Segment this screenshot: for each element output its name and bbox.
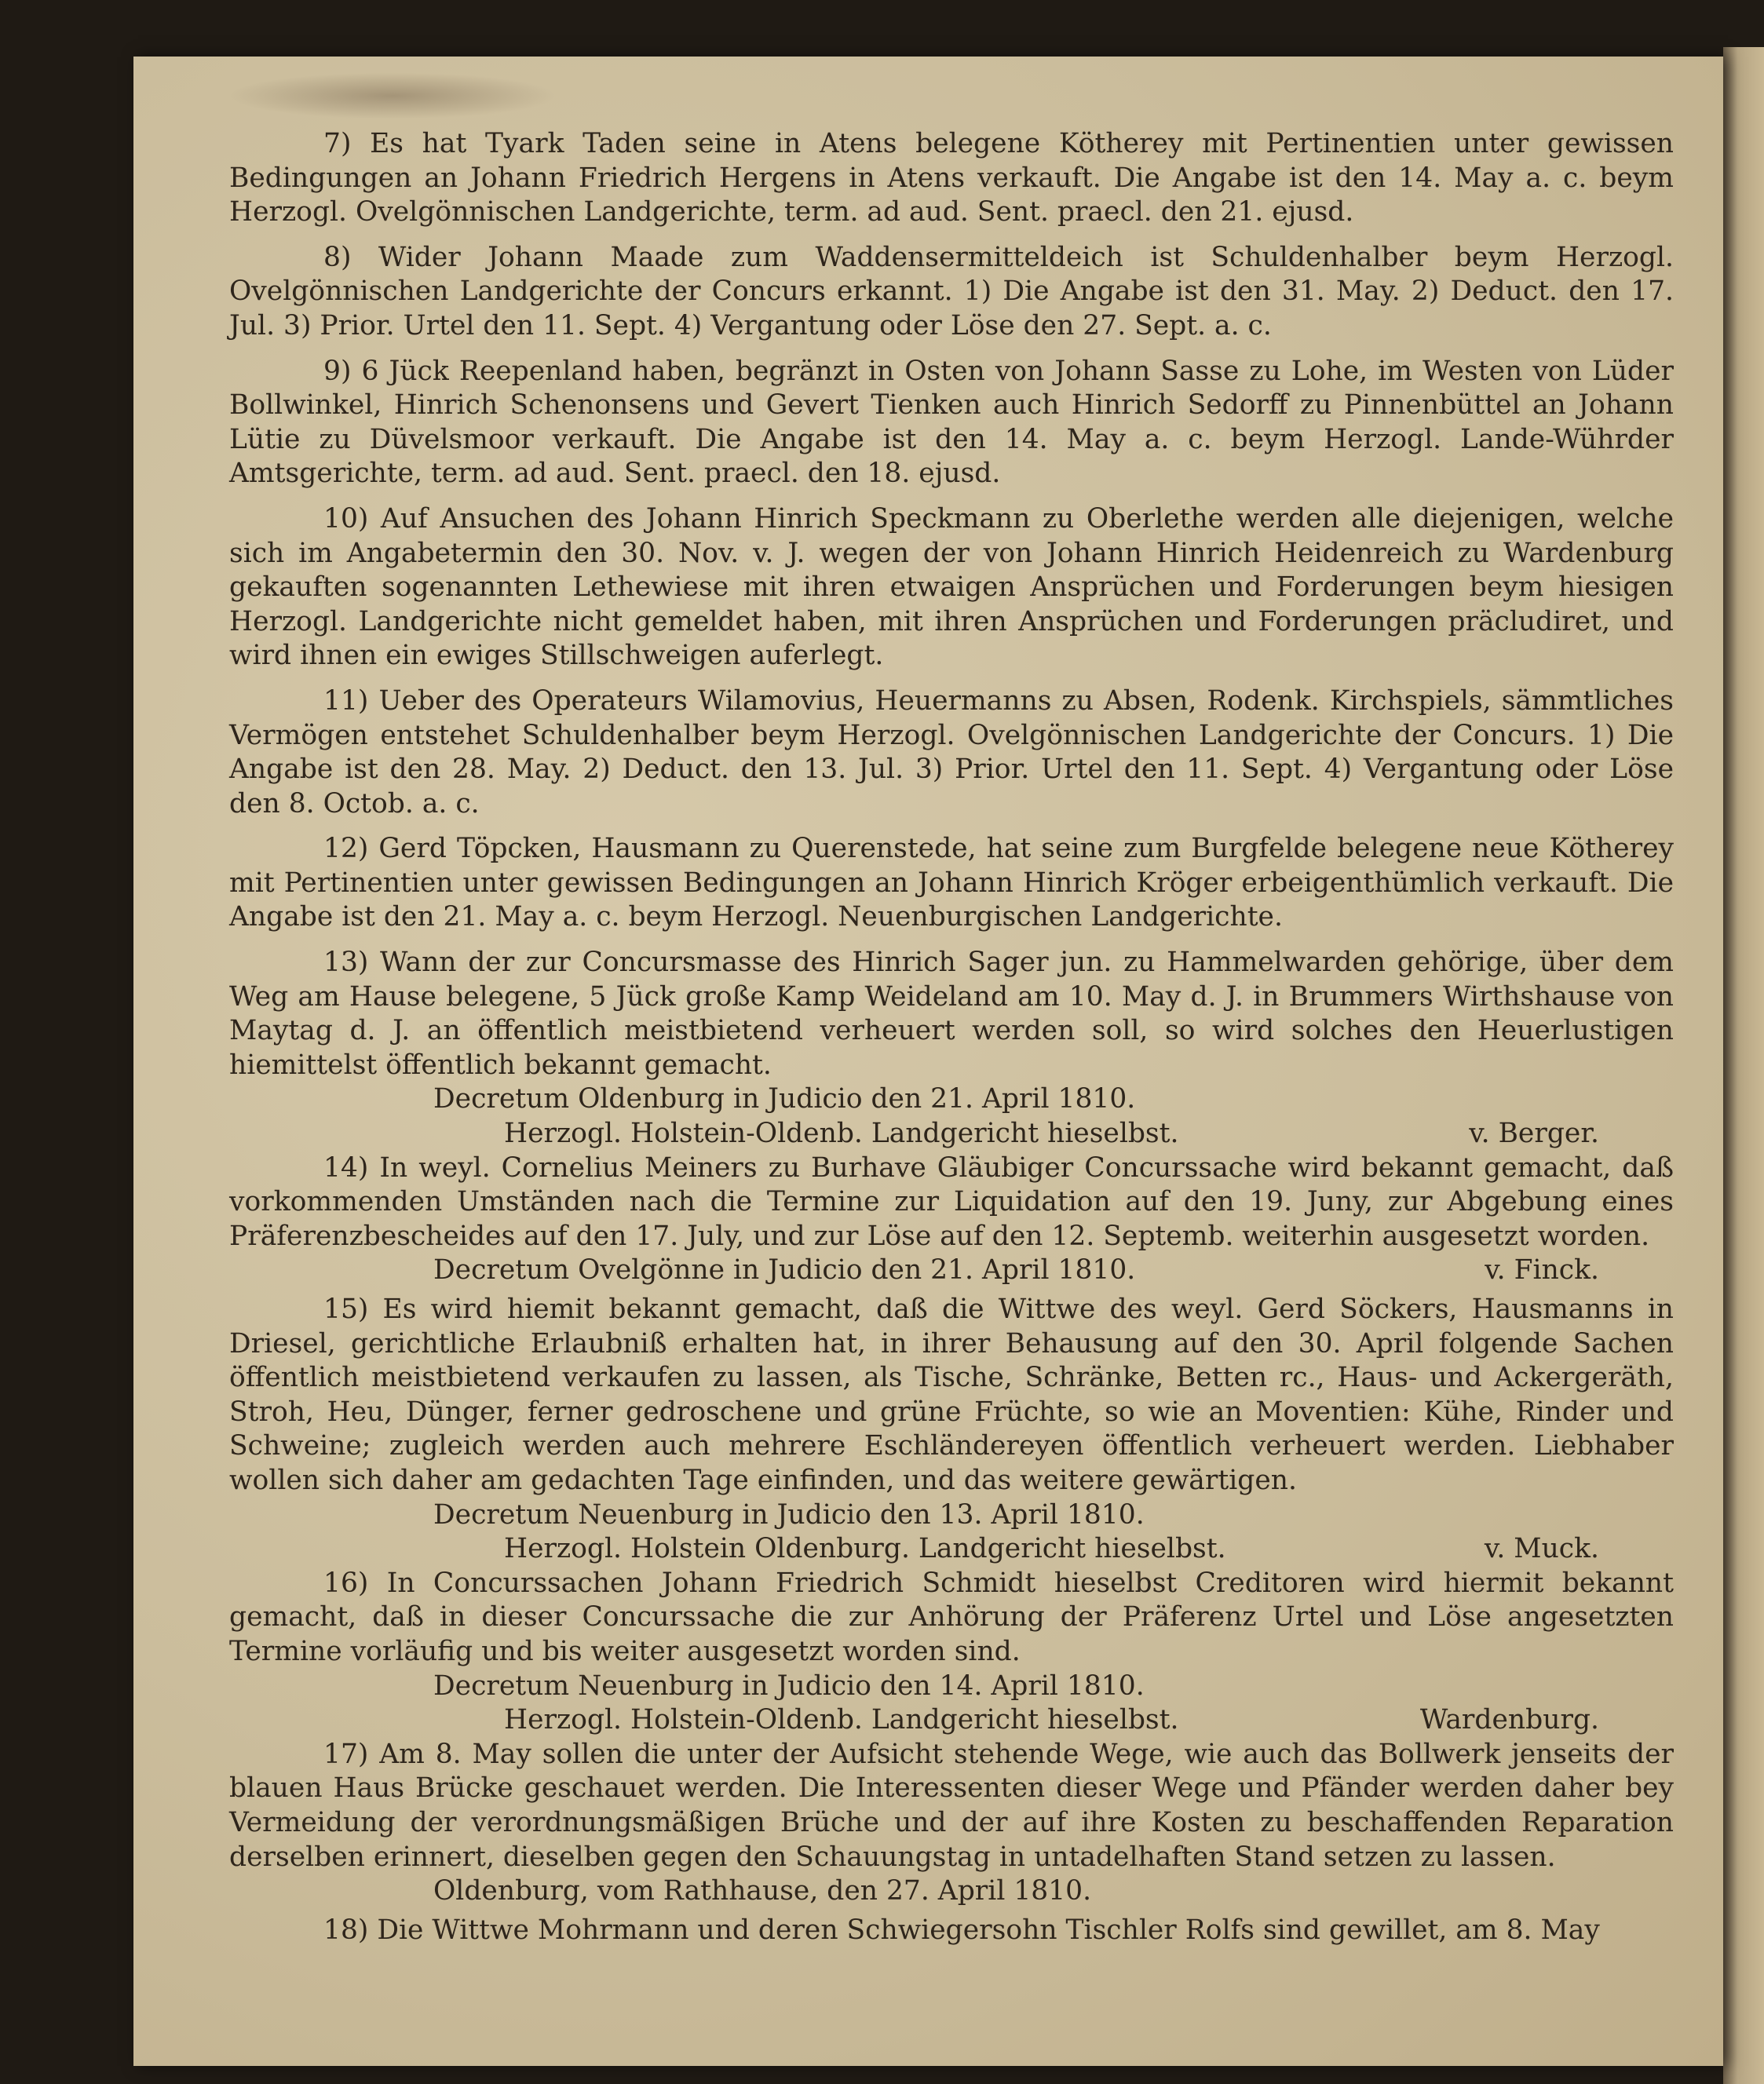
notices-text — [229, 127, 1674, 1947]
decree-13-line: Decretum Oldenburg in Judicio den 21. April 1810. — [433, 1083, 1136, 1115]
notice-16: 16) In Concurssachen Johann Friedrich Schmidt hieselbst Creditoren wird hiermit bekannt gemacht, daß in dieser Concurssache die zur Anhörung der Präferenz Urtel und Löse angesetzten Termine vorläufig und bis weiter ausgesetzt worden sind. — [229, 1567, 1674, 1667]
notice-17: 17) Am 8. May sollen die unter der Aufsicht stehende Wege, wie auch das Bollwerk jenseits der blauen Haus Brücke geschauet werden. Die Interessenten dieser Wege und Pfänder werden daher bey Vermeidung der verordnungsmäßigen Brüche und der auf ihre Kosten zu beschaffenden Reparation derselben erinnert, dieselben gegen den Schauungstag in untadelhaften Stand setzen zu lassen. — [229, 1738, 1674, 1873]
notice-14: 14) In weyl. Cornelius Meiners zu Burhave Gläubiger Concurssache wird bekannt gemacht, daß vorkommenden Umständen nach die Termine zur Liquidation auf den 19. Juny, zur Abgebung eines Präferenzbescheides auf den 17. July, und zur Löse auf den 12. Septemb. weiterhin ausgesetzt worden. — [229, 1151, 1674, 1252]
notice-13: 13) Wann der zur Concursmasse des Hinrich Sager jun. zu Hammelwarden gehörige, über dem Weg am Hause belegene, 5 Jück große Kamp Weideland am 10. May d. J. in Brummers Wirthshause von Maytag d. J. an öffentlich meistbietend verheuert werden soll, so wird solches den Heuerlustigen hiemittelst öffentlich bekannt gemacht. — [229, 947, 1674, 1081]
notice-11: 11) Ueber des Operateurs Wilamovius, Heuermanns zu Absen, Rodenk. Kirchspiels, sämmtliches Vermögen entstehet Schuldenhalber beym Herzogl. Ovelgönnischen Landgerichte der Concurs. 1) Die Angabe ist den 28. May. 2) Deduct. den 13. Jul. 3) Prior. Urtel den 11. Sept. 4) Vergantung oder Löse den 8. Octob. a. c. — [229, 684, 1674, 819]
signature-wardenburg: Wardenburg. — [1419, 1704, 1599, 1736]
notice-8: 8) Wider Johann Maade zum Waddensermitteldeich ist Schuldenhalber beym Herzogl. Ovelgönnischen Landgerichte der Concurs erkannt. 1) Die Angabe ist den 31. May. 2) Deduct. den 17. Jul. 3) Prior. Urtel den 11. Sept. 4) Vergantung oder Löse den 27. Sept. a. c. — [229, 241, 1674, 341]
decree-16-court: Herzogl. Holstein-Oldenb. Landgericht hieselbst. Wardenburg. — [229, 1703, 1674, 1738]
decree-15-line: Decretum Neuenburg in Judicio den 13. April 1810. — [433, 1498, 1145, 1531]
newspaper-page — [133, 57, 1723, 2066]
decree-13-court: Herzogl. Holstein-Oldenb. Landgericht hieselbst. v. Berger. — [229, 1117, 1674, 1151]
notice-9: 9) 6 Jück Reepenland haben, begränzt in Osten von Johann Sasse zu Lohe, im Westen von Lüder Bollwinkel, Hinrich Schenonsens und Gevert Tienken auch Hinrich Sedorff zu Pinnenbüttel an Johann Lütie zu Düvelsmoor verkauft. Die Angabe ist den 14. May a. c. beym Herzogl. Lande-Wührder Amtsgerichte, term. ad aud. Sent. praecl. den 18. ejusd. — [229, 355, 1674, 490]
notice-10: 10) Auf Ansuchen des Johann Hinrich Speckmann zu Oberlethe werden alle diejenigen, welche sich im Angabetermin den 30. Nov. v. J. wegen der von Johann Hinrich Heidenreich zu Wardenburg gekauften sogenannten Lethewiese mit ihren etwaigen Ansprüchen und Forderungen beym hiesigen Herzogl. Landgerichte nicht gemeldet haben, mit ihren Ansprüchen und Forderungen präcludiret, und wird ihnen ein ewiges Stillschweigen auferlegt. — [229, 502, 1674, 672]
adjacent-page-edge — [1723, 47, 1764, 2084]
ink-stain — [228, 72, 557, 119]
signature-finck: v. Finck. — [1485, 1254, 1599, 1287]
notice-12: 12) Gerd Töpcken, Hausmann zu Querenstede, hat seine zum Burgfelde belegene neue Kötherey mit Pertinentien unter gewissen Bedingungen an Johann Hinrich Kröger erbeigenthümlich verkauft. Die Angabe ist den 21. May a. c. beym Herzogl. Neuenburgischen Landgerichte. — [229, 833, 1674, 933]
decree-15-court: Herzogl. Holstein Oldenburg. Landgericht hieselbst. v. Muck. — [229, 1532, 1674, 1567]
decree-14-line: Decretum Ovelgönne in Judicio den 21. April 1810. v. Finck. — [229, 1254, 1674, 1288]
signature-berger: v. Berger. — [1469, 1118, 1599, 1150]
notice-7: 7) Es hat Tyark Taden seine in Atens belegene Kötherey mit Pertinentien unter gewissen Bedingungen an Johann Friedrich Hergens in Atens verkauft. Die Angabe ist den 14. May a. c. beym Herzogl. Ovelgönnischen Landgerichte, term. ad aud. Sent. praecl. den 21. ejusd. — [229, 128, 1674, 228]
notice-15: 15) Es wird hiemit bekannt gemacht, daß die Wittwe des weyl. Gerd Söckers, Hausmanns in Driesel, gerichtliche Erlaubniß erhalten hat, in ihrer Behausung auf den 30. April folgende Sachen öffentlich meistbietend verkaufen zu lassen, als Tische, Schränke, Betten rc., Haus- und Ackergeräth, Stroh, Heu, Dünger, ferner gedroschene und grüne Früchte, so wie an Moventien: Kühe, Rinder und Schweine; zugleich werden auch mehrere Eschländereyen öffentlich verheuert werden. Liebhaber wollen sich daher am gedachten Tage einfinden, und das weitere gewärtigen. — [229, 1294, 1674, 1496]
decree-17-line: Oldenburg, vom Rathhause, den 27. April 1810. — [433, 1875, 1092, 1907]
notice-18: 18) Die Wittwe Mohrmann und deren Schwiegersohn Tischler Rolfs sind gewillet, am 8. May — [323, 1914, 1600, 1946]
signature-muck: v. Muck. — [1484, 1533, 1599, 1565]
decree-16-line: Decretum Neuenburg in Judicio den 14. April 1810. — [433, 1670, 1145, 1702]
